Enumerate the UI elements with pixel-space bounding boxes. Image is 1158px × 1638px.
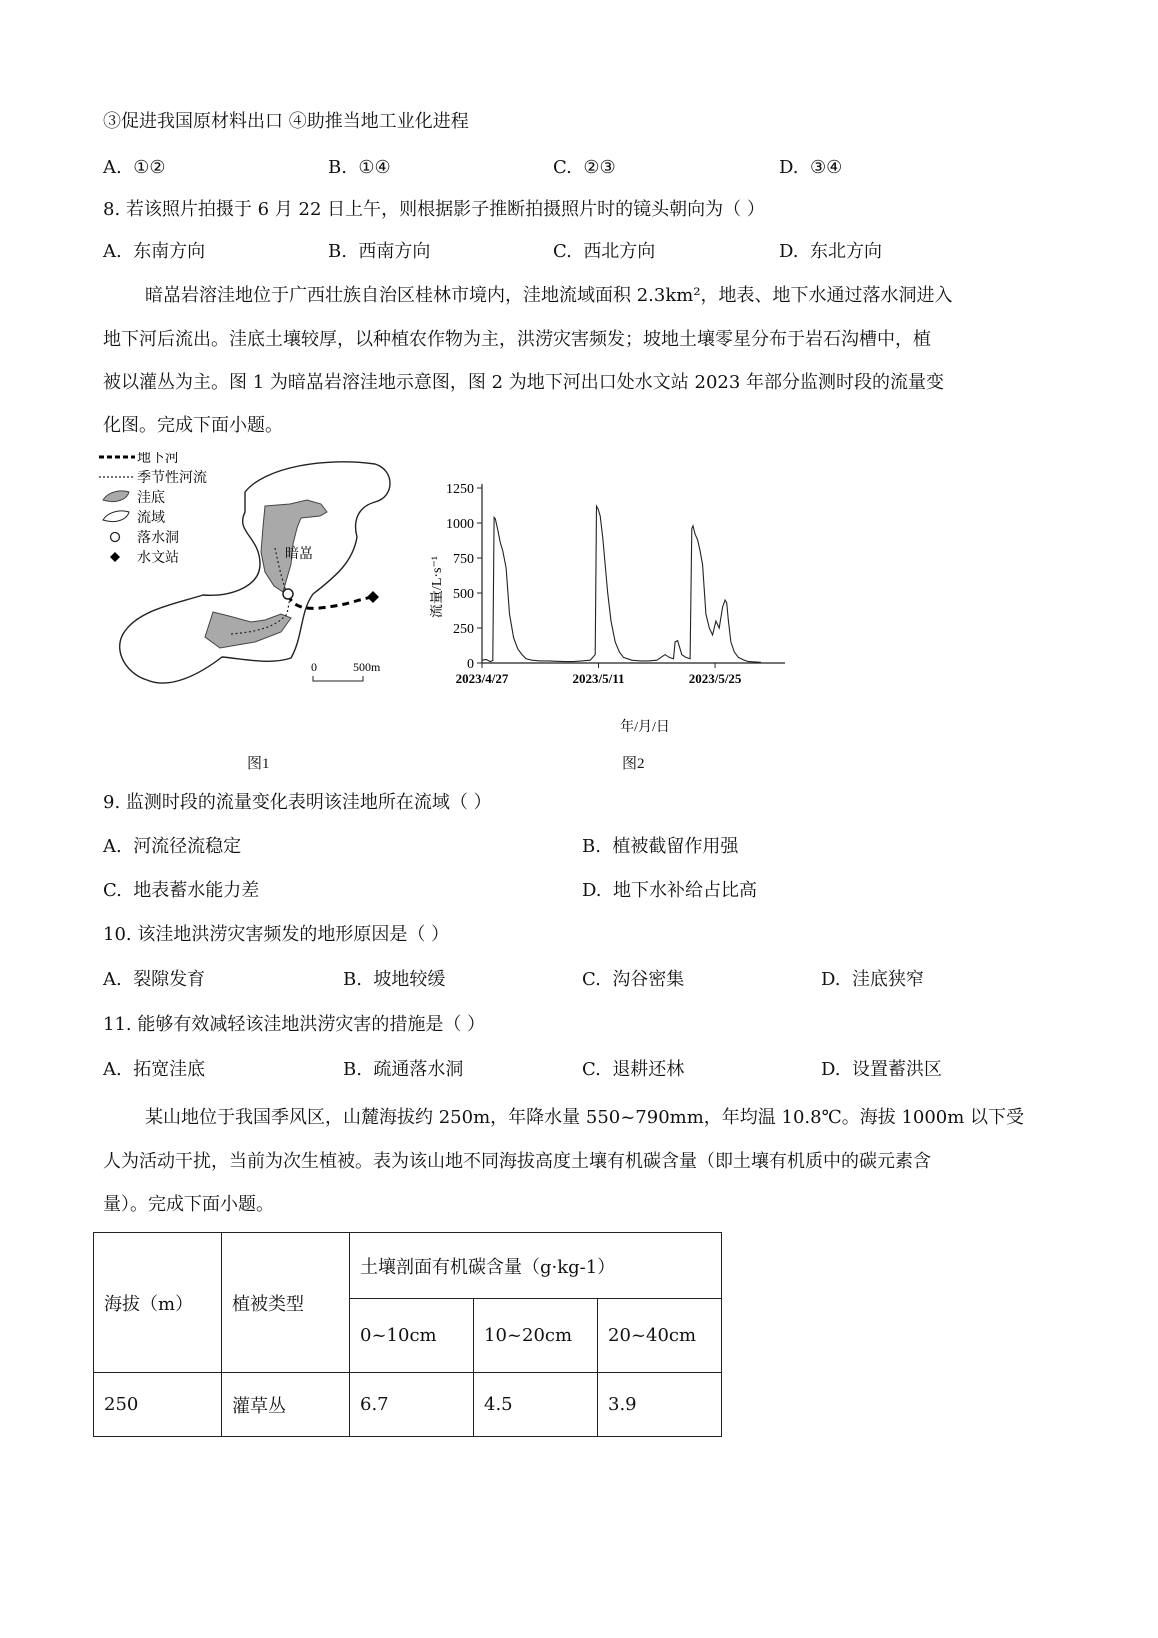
header-depth-0-10: 0~10cm [350,1299,474,1373]
cell-value: 6.7 [350,1373,474,1437]
q9-option-a[interactable]: A. 河流径流稳定 [103,836,242,857]
scale-end: 500m [353,660,381,674]
cell-value: 3.9 [598,1373,722,1437]
passage1-line-3: 被以灌丛为主。图 1 为暗嵓岩溶洼地示意图，图 2 为地下河出口处水文站 2023 年部分监测时段的流量变 [103,372,945,393]
q8-stem: 8. 若该照片拍摄于 6 月 22 日上午，则根据影子推断拍摄照片时的镜头朝向为（ ） [103,199,765,220]
q10-option-c[interactable]: C. 沟谷密集 [582,969,685,990]
legend-basin: 流域 [137,511,165,526]
scale-bar [313,676,363,681]
header-vegetation: 植被类型 [222,1233,350,1373]
figure2-caption: 图2 [622,756,645,772]
cell-vegetation: 灌草丛 [222,1373,350,1437]
y-tick-label: 0 [467,657,474,672]
q10-option-b[interactable]: B. 坡地较缓 [343,969,446,990]
passage1-line-1: 暗嵓岩溶洼地位于广西壮族自治区桂林市境内，洼地流域面积 2.3km²，地表、地下水通过落水洞进入 [145,285,953,306]
q7-option-b[interactable]: B. ①④ [328,157,391,178]
q9-option-b[interactable]: B. 植被截留作用强 [582,836,739,857]
sinkhole-icon [283,589,293,599]
header-altitude: 海拔（m） [94,1233,222,1373]
flow-series-line [482,506,761,662]
passage2-line-2: 人为活动干扰，当前为次生植被。表为该山地不同海拔高度土壤有机碳含量（即土壤有机质中的碳元素含 [103,1151,931,1172]
q11-option-a[interactable]: A. 拓宽洼底 [103,1059,206,1080]
depression-floor-south [205,612,291,648]
figure1-caption: 图1 [247,756,270,772]
table-row [94,1373,722,1437]
q11-stem: 11. 能够有效减轻该洼地洪涝灾害的措施是（ ） [103,1014,486,1035]
x-tick-label: 2023/4/27 [455,671,509,686]
cell-value: 4.5 [474,1373,598,1437]
y-tick-label: 250 [453,622,474,637]
q8-option-b[interactable]: B. 西南方向 [328,241,431,262]
y-tick-label: 1000 [446,517,474,532]
q9-option-d[interactable]: D. 地下水补给占比高 [582,880,757,901]
q11-option-d[interactable]: D. 设置蓄洪区 [821,1059,942,1080]
q10-option-d[interactable]: D. 洼底狭窄 [821,969,924,990]
figure1-map [95,452,415,697]
x-axis-label: 年/月/日 [620,720,670,735]
legend-station: 水文站 [137,551,179,566]
passage2-line-3: 量）。完成下面小题。 [103,1194,274,1215]
place-label: 暗嵓 [285,547,313,562]
figure2-chart [430,474,830,744]
depression-floor-north [261,500,327,592]
soil-carbon-table [93,1232,722,1437]
q10-option-a[interactable]: A. 裂隙发育 [103,969,206,990]
hydrological-station-icon [367,591,379,603]
x-tick-label: 2023/5/25 [688,671,742,686]
legend-sinkhole-icon [111,533,120,542]
passage1-line-2: 地下河后流出。洼底土壤较厚，以种植农作物为主，洪涝灾害频发；坡地土壤零星分布于岩石沟槽中，植 [103,329,931,350]
y-tick-label: 500 [453,587,474,602]
q8-option-d[interactable]: D. 东北方向 [779,241,882,262]
legend-basin-icon [103,511,129,522]
legend-seasonal-stream: 季节性河流 [137,471,207,486]
q7-option-d[interactable]: D. ③④ [779,157,843,178]
q7-option-a[interactable]: A. ①② [103,157,166,178]
y-tick-label: 750 [453,552,474,567]
y-tick-label: 1250 [446,482,474,497]
q11-option-b[interactable]: B. 疏通落水洞 [343,1059,464,1080]
q7-option-c[interactable]: C. ②③ [553,157,616,178]
scale-zero: 0 [311,660,317,674]
q10-stem: 10. 该洼地洪涝灾害频发的地形原因是（ ） [103,924,450,945]
header-depth-20-40: 20~40cm [598,1299,722,1373]
underground-river [288,595,373,608]
legend-sinkhole: 落水洞 [137,531,179,546]
q8-option-c[interactable]: C. 西北方向 [553,241,656,262]
option-line-top: ③促进我国原材料出口 ④助推当地工业化进程 [103,111,469,132]
legend-depression-icon [103,491,129,502]
header-carbon-content: 土壤剖面有机碳含量（g·kg-1） [350,1233,722,1299]
legend-underground-river: 地下河 [137,452,179,466]
header-depth-10-20: 10~20cm [474,1299,598,1373]
legend-station-icon [110,552,120,562]
passage1-line-4: 化图。完成下面小题。 [103,415,283,436]
q8-option-a[interactable]: A. 东南方向 [103,241,206,262]
cell-altitude: 250 [94,1373,222,1437]
passage2-line-1: 某山地位于我国季风区，山麓海拔约 250m，年降水量 550~790mm，年均温 10.8℃。海拔 1000m 以下受 [145,1107,1025,1128]
q11-option-c[interactable]: C. 退耕还林 [582,1059,685,1080]
x-tick-label: 2023/5/11 [572,671,625,686]
q9-stem: 9. 监测时段的流量变化表明该洼地所在流域（ ） [103,792,492,813]
y-axis-label: 流量/L·s⁻¹ [430,555,445,619]
q9-option-c[interactable]: C. 地表蓄水能力差 [103,880,260,901]
legend-depression: 洼底 [137,491,165,506]
